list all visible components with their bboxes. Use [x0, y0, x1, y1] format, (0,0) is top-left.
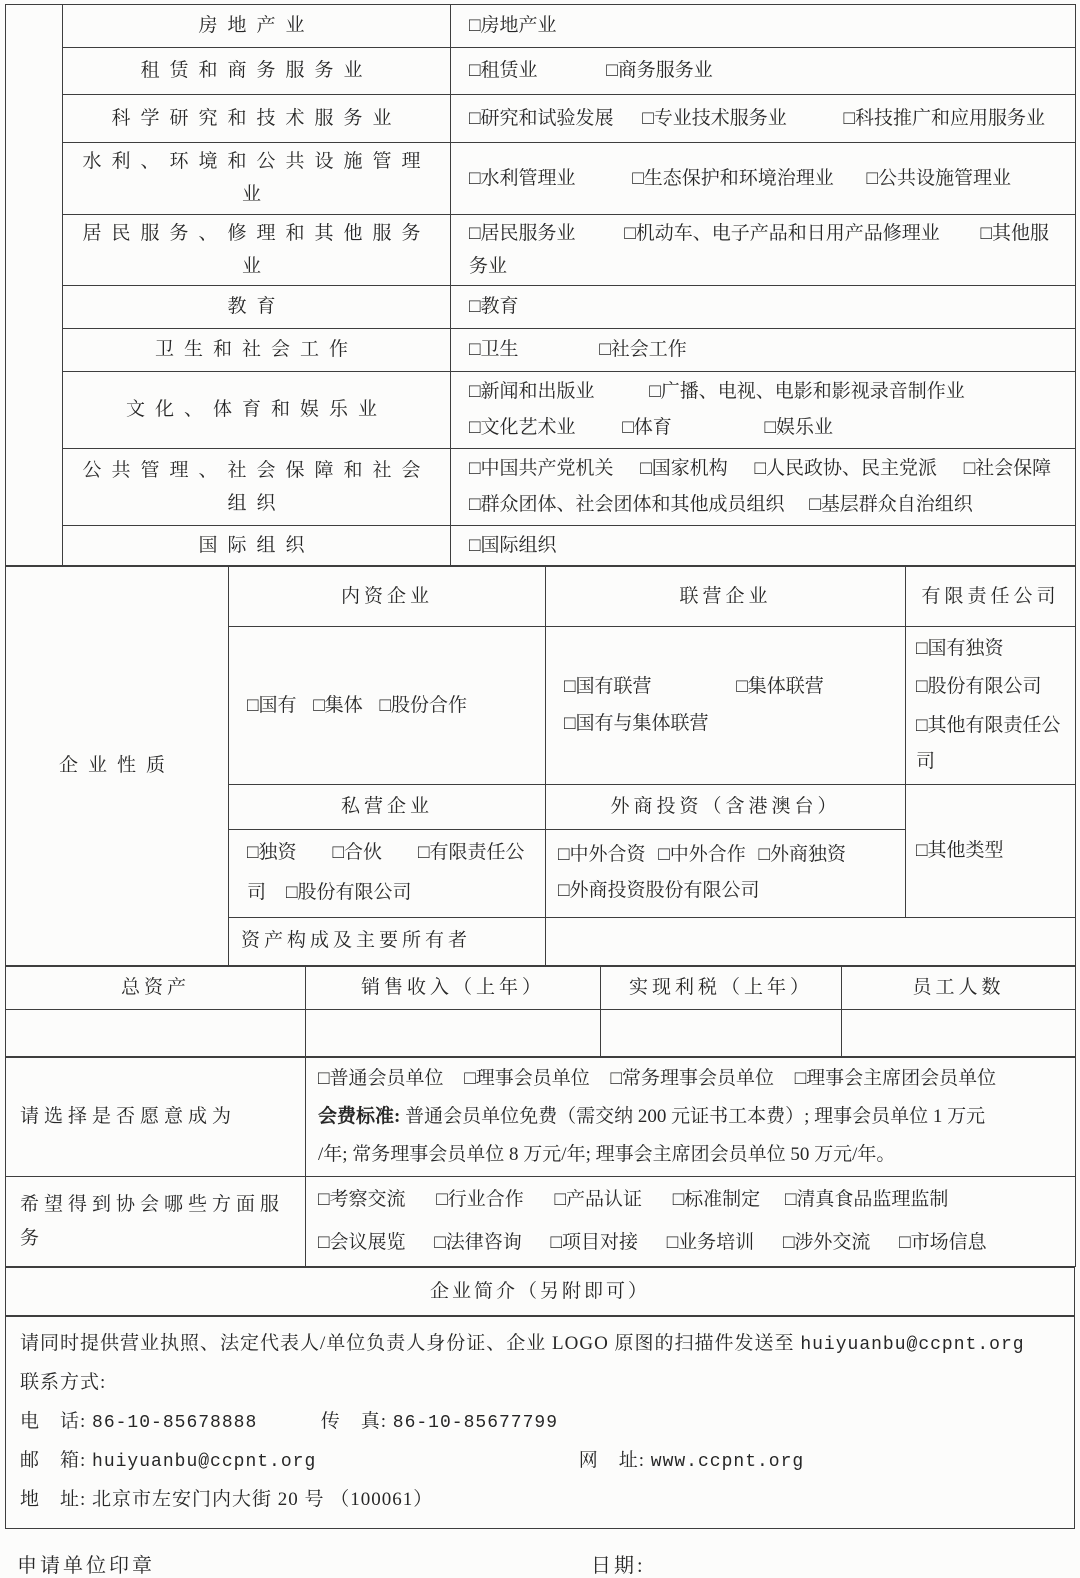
fee-standard-text: /年; 常务理事会员单位 8 万元/年; 理事会主席团会员单位 50 万元/年。	[318, 1143, 896, 1165]
checkbox-option[interactable]: □外商投资股份有限公司	[558, 880, 760, 902]
membership-table	[5, 1057, 1076, 1268]
sales-revenue-header: 销售收入（上年）	[306, 966, 601, 1009]
address-value: 北京市左安门内大街 20 号 （100061）	[92, 1489, 434, 1510]
checkbox-option[interactable]: □国有与集体联营	[564, 712, 709, 734]
checkbox-option[interactable]: □常务理事会员单位	[610, 1067, 774, 1089]
llc-header: 有限责任公司	[906, 567, 1076, 627]
checkbox-option[interactable]: □公共设施管理业	[866, 167, 1011, 189]
checkbox-option[interactable]: □水利管理业	[469, 167, 576, 189]
checkbox-option[interactable]: □商务服务业	[606, 60, 713, 82]
assets-composition-label: 资产构成及主要所有者	[229, 917, 546, 965]
membership-choice-label: 请选择是否愿意成为	[6, 1057, 306, 1176]
checkbox-option[interactable]: □娱乐业	[764, 417, 833, 439]
checkbox-option[interactable]: □理事会主席团会员单位	[794, 1067, 997, 1089]
checkbox-option[interactable]: □会议展览	[318, 1231, 406, 1253]
form-footer	[5, 1549, 1075, 1578]
desired-services-label: 希望得到协会哪些方面服务	[6, 1176, 306, 1267]
checkbox-option[interactable]: □合伙	[332, 842, 382, 864]
checkbox-option[interactable]: □有限责任公司	[247, 842, 525, 904]
foreign-options-cell	[546, 829, 906, 917]
checkbox-option[interactable]: □业务培训	[666, 1231, 755, 1253]
checkbox-option[interactable]: □股份有限公司	[286, 882, 412, 904]
enterprise-nature-label: 企业性质	[6, 567, 229, 965]
checkbox-option[interactable]: □集体	[313, 694, 363, 716]
contact-heading: 联系方式:	[20, 1372, 107, 1394]
membership-options-cell	[306, 1057, 1076, 1176]
address-label: 地 址:	[20, 1489, 93, 1510]
checkbox-option[interactable]: □广播、电视、电影和影视录音制作业	[649, 381, 965, 402]
checkbox-option[interactable]: □普通会员单位	[318, 1067, 444, 1089]
checkbox-option[interactable]: □国有	[247, 694, 297, 716]
phone-value: 86-10-85678888	[92, 1413, 258, 1434]
checkbox-option[interactable]: □国有联营	[564, 676, 652, 698]
website-label: 网 址:	[578, 1450, 651, 1472]
checkbox-option[interactable]: □其他服务业	[469, 222, 1049, 277]
checkbox-option[interactable]: □外商独资	[758, 844, 846, 866]
domestic-options-cell	[229, 627, 546, 784]
contact-info-cell	[6, 1317, 1075, 1529]
services-options-cell	[306, 1176, 1076, 1267]
industry-left-spanner-cell	[6, 5, 63, 566]
phone-fax-line	[20, 1403, 1060, 1442]
checkbox-option[interactable]: □专业技术服务业	[642, 107, 787, 129]
checkbox-option[interactable]: □文化艺术业	[469, 417, 576, 439]
contact-table	[5, 1316, 1075, 1529]
checkbox-option[interactable]: □其他类型	[916, 839, 1004, 861]
sales-revenue-input[interactable]	[306, 1009, 601, 1056]
checkbox-option[interactable]: □项目对接	[550, 1231, 638, 1253]
website-value: www.ccpnt.org	[650, 1452, 805, 1473]
applicant-seal-label: 申请单位印章	[17, 1554, 155, 1577]
checkbox-option[interactable]: □集体联营	[736, 676, 824, 698]
address-line	[20, 1481, 1060, 1520]
foreign-investment-header: 外商投资（含港澳台）	[546, 784, 906, 829]
checkbox-option[interactable]: □股份合作	[379, 694, 467, 716]
industry-category: 卫生和社会工作	[63, 329, 451, 372]
checkbox-option[interactable]: □清真食品监理监制	[784, 1188, 949, 1210]
checkbox-option[interactable]: □中外合资	[558, 844, 646, 866]
checkbox-option[interactable]: □居民服务业	[469, 222, 576, 244]
checkbox-option[interactable]: □房地产业	[469, 15, 557, 37]
checkbox-option[interactable]: □教育	[469, 296, 519, 318]
checkbox-option[interactable]: □其他有限责任公司	[916, 714, 1061, 772]
employee-count-header: 员工人数	[842, 966, 1076, 1009]
enterprise-nature-table	[5, 566, 1076, 965]
checkbox-option[interactable]: □标准制定	[672, 1188, 761, 1210]
checkbox-option[interactable]: □股份有限公司	[916, 676, 1042, 698]
checkbox-option[interactable]: □中国共产党机关	[469, 458, 614, 480]
industry-category: 房地产业	[63, 5, 451, 48]
checkbox-option[interactable]: □人民政协、民主党派	[754, 458, 937, 480]
llc-options-cell	[906, 627, 1076, 784]
checkbox-option[interactable]: □社会保障	[963, 458, 1052, 480]
checkbox-option[interactable]: □基层群众自治组织	[809, 494, 973, 516]
checkbox-option[interactable]: □国际组织	[469, 535, 557, 557]
fee-standard-text: 普通会员单位免费（需交纳 200 元证书工本费）; 理事会员单位 1 万元	[400, 1105, 986, 1127]
checkbox-option[interactable]: □产品认证	[554, 1188, 642, 1210]
checkbox-option[interactable]: □涉外交流	[782, 1231, 871, 1253]
checkbox-option[interactable]: □考察交流	[318, 1188, 406, 1210]
total-assets-header: 总资产	[6, 966, 306, 1009]
checkbox-option[interactable]: □机动车、电子产品和日用产品修理业	[624, 222, 940, 244]
assets-composition-input[interactable]	[546, 917, 1076, 965]
joint-enterprise-header: 联营企业	[546, 567, 906, 627]
domestic-enterprise-header: 内资企业	[229, 567, 546, 627]
checkbox-option[interactable]: □社会工作	[599, 339, 687, 361]
checkbox-option[interactable]: □租赁业	[469, 60, 538, 82]
industry-category: 科学研究和技术服务业	[63, 95, 451, 143]
profile-table	[5, 1267, 1075, 1316]
checkbox-option[interactable]: □理事会员单位	[464, 1067, 590, 1089]
checkbox-option[interactable]: □独资	[247, 842, 297, 864]
date-label: 日期:	[591, 1554, 646, 1577]
industry-category: 文化、体育和娱乐业	[63, 372, 451, 449]
checkbox-option[interactable]: □新闻和出版业	[469, 381, 595, 402]
total-assets-input[interactable]	[6, 1009, 306, 1056]
checkbox-option[interactable]: □中外合作	[658, 844, 746, 866]
checkbox-option[interactable]: □生态保护和环境治理业	[632, 167, 834, 189]
checkbox-option[interactable]: □法律咨询	[434, 1231, 522, 1253]
email-label: 邮 箱:	[20, 1450, 93, 1472]
checkbox-option[interactable]: □国家机构	[640, 458, 728, 480]
email-value: huiyuanbu@ccpnt.org	[92, 1452, 317, 1473]
industry-category: 居民服务、修理和其他服务业	[63, 214, 451, 286]
email-web-line	[20, 1442, 1060, 1481]
attachment-note	[20, 1325, 1060, 1364]
checkbox-option[interactable]: □科技推广和应用服务业	[843, 107, 1045, 129]
joint-options-cell	[546, 627, 906, 784]
industry-category: 教育	[63, 286, 451, 329]
checkbox-option[interactable]: □市场信息	[899, 1231, 987, 1253]
profit-tax-input[interactable]	[601, 1009, 842, 1056]
employee-count-input[interactable]	[842, 1009, 1076, 1056]
profit-tax-header: 实现利税（上年）	[601, 966, 842, 1009]
attachment-note-text: 请同时提供营业执照、法定代表人/单位负责人身份证、企业 LOGO 原图的扫描件发送至	[20, 1333, 801, 1355]
checkbox-option[interactable]: □国有独资	[916, 638, 1004, 660]
checkbox-option[interactable]: □研究和试验发展	[469, 107, 614, 129]
checkbox-option[interactable]: □卫生	[469, 339, 519, 361]
stats-table	[5, 966, 1076, 1057]
industry-category: 国际组织	[63, 526, 451, 566]
attachment-note-email: huiyuanbu@ccpnt.org	[800, 1335, 1025, 1356]
private-enterprise-header: 私营企业	[229, 784, 546, 829]
fee-standard-label: 会费标准:	[318, 1105, 401, 1127]
other-type-cell	[906, 784, 1076, 917]
industry-category: 公共管理、社会保障和社会组织	[63, 449, 451, 526]
checkbox-option[interactable]: □群众团体、社会团体和其他成员组织	[469, 494, 785, 516]
company-profile-title: 企业简介（另附即可）	[429, 1281, 650, 1303]
fax-value: 86-10-85677799	[392, 1413, 559, 1434]
company-profile-cell[interactable]	[6, 1268, 1075, 1316]
industry-category: 租赁和商务服务业	[63, 48, 451, 95]
private-options-cell	[229, 829, 546, 917]
fax-label: 传 真:	[320, 1411, 393, 1433]
checkbox-option[interactable]: □体育	[622, 417, 672, 439]
industry-category: 水利、环境和公共设施管理业	[63, 143, 451, 215]
checkbox-option[interactable]: □行业合作	[436, 1188, 524, 1210]
phone-label: 电 话:	[20, 1411, 93, 1433]
industry-table	[5, 4, 1076, 566]
